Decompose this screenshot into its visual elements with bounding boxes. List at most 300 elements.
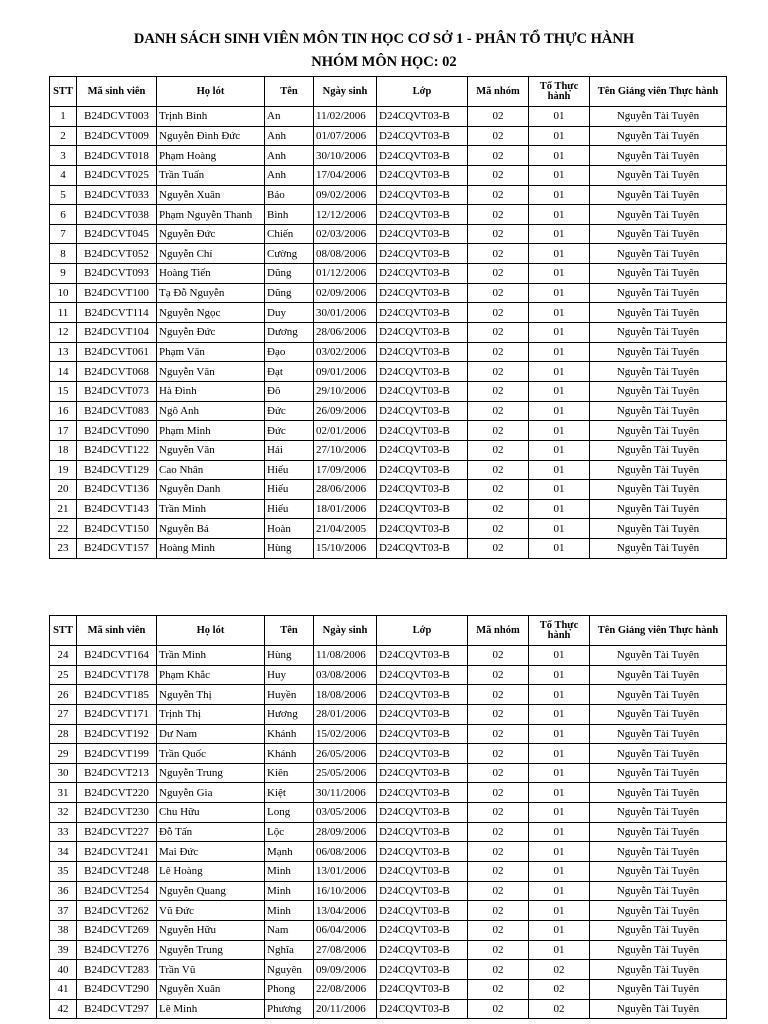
class-cell: D24CQVT03-B [377,803,468,823]
group-code-cell: 02 [468,264,529,284]
header-first-name: Tên [265,616,314,646]
table-row [50,283,727,303]
student-id-cell: B24DCVT068 [77,362,157,382]
instructor-cell: Nguyễn Tài Tuyên [590,401,727,421]
birth-date-cell: 12/12/2006 [314,205,377,225]
table-row [50,205,727,225]
stt-cell: 22 [50,519,77,539]
birth-date-cell: 22/08/2006 [314,979,377,999]
practice-team-cell: 01 [529,264,590,284]
class-cell: D24CQVT03-B [377,126,468,146]
practice-team-cell: 01 [529,783,590,803]
group-code-cell: 02 [468,440,529,460]
table-row [50,920,727,940]
stt-cell: 40 [50,960,77,980]
group-code-cell: 02 [468,685,529,705]
group-code-cell: 02 [468,205,529,225]
instructor-cell: Nguyễn Tài Tuyên [590,539,727,559]
last-middle-name-cell: Trần Tuấn [157,165,265,185]
first-name-cell: Nguyên [265,960,314,980]
table-row [50,499,727,519]
student-id-cell: B24DCVT073 [77,381,157,401]
table-row [50,401,727,421]
stt-cell: 14 [50,362,77,382]
first-name-cell: Cường [265,244,314,264]
group-code-cell: 02 [468,539,529,559]
class-cell: D24CQVT03-B [377,283,468,303]
instructor-cell: Nguyễn Tài Tuyên [590,283,727,303]
first-name-cell: Khánh [265,744,314,764]
instructor-cell: Nguyễn Tài Tuyên [590,744,727,764]
last-middle-name-cell: Nguyễn Thị [157,685,265,705]
instructor-cell: Nguyễn Tài Tuyên [590,107,727,127]
birth-date-cell: 03/05/2006 [314,803,377,823]
practice-team-cell: 01 [529,146,590,166]
stt-cell: 34 [50,842,77,862]
instructor-cell: Nguyễn Tài Tuyên [590,940,727,960]
last-middle-name-cell: Phạm Nguyễn Thanh [157,205,265,225]
practice-team-cell: 01 [529,185,590,205]
birth-date-cell: 15/02/2006 [314,724,377,744]
table-row [50,539,727,559]
class-cell: D24CQVT03-B [377,165,468,185]
last-middle-name-cell: Nguyễn Trung [157,763,265,783]
table-row [50,822,727,842]
table-row [50,862,727,882]
last-middle-name-cell: Chu Hữu [157,803,265,823]
class-cell: D24CQVT03-B [377,264,468,284]
first-name-cell: Khánh [265,724,314,744]
student-id-cell: B24DCVT061 [77,342,157,362]
class-cell: D24CQVT03-B [377,460,468,480]
header-birth-date: Ngày sinh [314,616,377,646]
class-cell: D24CQVT03-B [377,724,468,744]
last-middle-name-cell: Đỗ Tấn [157,822,265,842]
last-middle-name-cell: Nguyễn Văn [157,440,265,460]
instructor-cell: Nguyễn Tài Tuyên [590,803,727,823]
table-row [50,303,727,323]
header-instructor: Tên Giảng viên Thực hành [590,77,727,107]
instructor-cell: Nguyễn Tài Tuyên [590,323,727,343]
instructor-cell: Nguyễn Tài Tuyên [590,901,727,921]
stt-cell: 18 [50,440,77,460]
birth-date-cell: 28/06/2006 [314,480,377,500]
practice-team-cell: 01 [529,342,590,362]
table-row [50,665,727,685]
birth-date-cell: 15/10/2006 [314,539,377,559]
first-name-cell: Nam [265,920,314,940]
stt-cell: 21 [50,499,77,519]
last-middle-name-cell: Tạ Đỗ Nguyễn [157,283,265,303]
birth-date-cell: 30/10/2006 [314,146,377,166]
last-middle-name-cell: Nguyễn Đức [157,224,265,244]
last-middle-name-cell: Nguyễn Chí [157,244,265,264]
stt-cell: 28 [50,724,77,744]
first-name-cell: Đạt [265,362,314,382]
stt-cell: 2 [50,126,77,146]
group-code-cell: 02 [468,822,529,842]
table-row [50,165,727,185]
student-id-cell: B24DCVT100 [77,283,157,303]
practice-team-cell: 01 [529,499,590,519]
practice-team-cell: 01 [529,165,590,185]
stt-cell: 12 [50,323,77,343]
first-name-cell: Dũng [265,264,314,284]
header-practice-team: Tổ Thực hành [529,77,590,107]
table-row [50,940,727,960]
group-code-cell: 02 [468,323,529,343]
last-middle-name-cell: Nguyễn Quang [157,881,265,901]
student-id-cell: B24DCVT220 [77,783,157,803]
instructor-cell: Nguyễn Tài Tuyên [590,881,727,901]
practice-team-cell: 01 [529,440,590,460]
instructor-cell: Nguyễn Tài Tuyên [590,224,727,244]
class-cell: D24CQVT03-B [377,519,468,539]
first-name-cell: Hoàn [265,519,314,539]
header-last-middle-name: Họ lót [157,616,265,646]
group-code-cell: 02 [468,244,529,264]
group-code-cell: 02 [468,704,529,724]
stt-cell: 31 [50,783,77,803]
student-id-cell: B24DCVT254 [77,881,157,901]
stt-cell: 15 [50,381,77,401]
instructor-cell: Nguyễn Tài Tuyên [590,842,727,862]
class-cell: D24CQVT03-B [377,381,468,401]
group-code-cell: 02 [468,862,529,882]
group-code-cell: 02 [468,185,529,205]
stt-cell: 39 [50,940,77,960]
stt-cell: 19 [50,460,77,480]
last-middle-name-cell: Nguyễn Gia [157,783,265,803]
group-code-cell: 02 [468,303,529,323]
header-stt: STT [50,616,77,646]
last-middle-name-cell: Trịnh Thị [157,704,265,724]
table-row [50,803,727,823]
stt-cell: 16 [50,401,77,421]
first-name-cell: Minh [265,901,314,921]
group-code-cell: 02 [468,381,529,401]
header-student-id: Mã sinh viên [77,77,157,107]
practice-team-cell: 01 [529,303,590,323]
first-name-cell: Bảo [265,185,314,205]
group-code-cell: 02 [468,920,529,940]
practice-team-cell: 01 [529,519,590,539]
student-table-1 [49,76,727,559]
instructor-cell: Nguyễn Tài Tuyên [590,342,727,362]
last-middle-name-cell: Nguyễn Đức [157,323,265,343]
first-name-cell: Đức [265,401,314,421]
birth-date-cell: 29/10/2006 [314,381,377,401]
group-code-cell: 02 [468,901,529,921]
table-row [50,960,727,980]
last-middle-name-cell: Phạm Hoàng [157,146,265,166]
last-middle-name-cell: Phạm Minh [157,421,265,441]
document-title: DANH SÁCH SINH VIÊN MÔN TIN HỌC CƠ SỞ 1 - PHÂN TỔ THỰC HÀNH [133,31,635,47]
first-name-cell: Hiếu [265,460,314,480]
stt-cell: 35 [50,862,77,882]
practice-team-cell: 01 [529,901,590,921]
birth-date-cell: 13/04/2006 [314,901,377,921]
student-table-2 [49,615,727,1019]
table-row [50,744,727,764]
group-code-cell: 02 [468,646,529,666]
birth-date-cell: 28/09/2006 [314,822,377,842]
student-id-cell: B24DCVT276 [77,940,157,960]
instructor-cell: Nguyễn Tài Tuyên [590,460,727,480]
instructor-cell: Nguyễn Tài Tuyên [590,665,727,685]
class-cell: D24CQVT03-B [377,901,468,921]
class-cell: D24CQVT03-B [377,960,468,980]
class-cell: D24CQVT03-B [377,303,468,323]
last-middle-name-cell: Nguyễn Danh [157,480,265,500]
table-row [50,421,727,441]
group-code-cell: 02 [468,999,529,1019]
birth-date-cell: 17/04/2006 [314,165,377,185]
group-code-cell: 02 [468,744,529,764]
group-code-cell: 02 [468,283,529,303]
last-middle-name-cell: Nguyễn Xuân [157,979,265,999]
last-middle-name-cell: Trịnh Bình [157,107,265,127]
student-id-cell: B24DCVT227 [77,822,157,842]
first-name-cell: Đạo [265,342,314,362]
first-name-cell: Hùng [265,539,314,559]
first-name-cell: Đô [265,381,314,401]
class-cell: D24CQVT03-B [377,920,468,940]
group-code-cell: 02 [468,665,529,685]
first-name-cell: Đức [265,421,314,441]
class-cell: D24CQVT03-B [377,146,468,166]
practice-team-cell: 01 [529,244,590,264]
first-name-cell: Huyền [265,685,314,705]
class-cell: D24CQVT03-B [377,205,468,225]
table-body [50,646,727,1019]
header-first-name: Tên [265,77,314,107]
student-id-cell: B24DCVT269 [77,920,157,940]
first-name-cell: Chiến [265,224,314,244]
group-code-cell: 02 [468,979,529,999]
first-name-cell: Dũng [265,283,314,303]
stt-cell: 38 [50,920,77,940]
stt-cell: 41 [50,979,77,999]
table-row [50,107,727,127]
instructor-cell: Nguyễn Tài Tuyên [590,979,727,999]
group-code-cell: 02 [468,421,529,441]
group-code-cell: 02 [468,881,529,901]
birth-date-cell: 28/06/2006 [314,323,377,343]
practice-team-cell: 01 [529,803,590,823]
student-id-cell: B24DCVT262 [77,901,157,921]
student-id-cell: B24DCVT143 [77,499,157,519]
stt-cell: 7 [50,224,77,244]
practice-team-cell: 01 [529,862,590,882]
birth-date-cell: 30/11/2006 [314,783,377,803]
class-cell: D24CQVT03-B [377,881,468,901]
practice-team-cell: 01 [529,685,590,705]
birth-date-cell: 09/01/2006 [314,362,377,382]
table-row [50,842,727,862]
last-middle-name-cell: Phạm Văn [157,342,265,362]
stt-cell: 30 [50,763,77,783]
student-id-cell: B24DCVT171 [77,704,157,724]
student-id-cell: B24DCVT213 [77,763,157,783]
table-row [50,999,727,1019]
birth-date-cell: 01/12/2006 [314,264,377,284]
birth-date-cell: 02/09/2006 [314,283,377,303]
practice-team-cell: 01 [529,460,590,480]
student-id-cell: B24DCVT083 [77,401,157,421]
instructor-cell: Nguyễn Tài Tuyên [590,205,727,225]
group-code-cell: 02 [468,519,529,539]
last-middle-name-cell: Mai Đức [157,842,265,862]
instructor-cell: Nguyễn Tài Tuyên [590,499,727,519]
first-name-cell: Hùng [265,646,314,666]
birth-date-cell: 08/08/2006 [314,244,377,264]
table-row [50,901,727,921]
stt-cell: 37 [50,901,77,921]
group-code-cell: 02 [468,460,529,480]
class-cell: D24CQVT03-B [377,342,468,362]
class-cell: D24CQVT03-B [377,646,468,666]
table-row [50,881,727,901]
first-name-cell: Kiên [265,763,314,783]
table-row [50,519,727,539]
practice-team-cell: 01 [529,107,590,127]
class-cell: D24CQVT03-B [377,421,468,441]
instructor-cell: Nguyễn Tài Tuyên [590,960,727,980]
stt-cell: 42 [50,999,77,1019]
last-middle-name-cell: Dư Nam [157,724,265,744]
last-middle-name-cell: Vũ Đức [157,901,265,921]
student-id-cell: B24DCVT136 [77,480,157,500]
header-practice-team: Tổ Thực hành [529,616,590,646]
class-cell: D24CQVT03-B [377,539,468,559]
student-id-cell: B24DCVT178 [77,665,157,685]
student-id-cell: B24DCVT052 [77,244,157,264]
header-class: Lớp [377,616,468,646]
last-middle-name-cell: Nguyễn Đình Đức [157,126,265,146]
stt-cell: 6 [50,205,77,225]
practice-team-cell: 01 [529,763,590,783]
group-code-cell: 02 [468,224,529,244]
birth-date-cell: 25/05/2006 [314,763,377,783]
student-id-cell: B24DCVT104 [77,323,157,343]
student-id-cell: B24DCVT283 [77,960,157,980]
birth-date-cell: 26/09/2006 [314,401,377,421]
group-code-cell: 02 [468,107,529,127]
birth-date-cell: 28/01/2006 [314,704,377,724]
table-body [50,107,727,559]
practice-team-cell: 01 [529,881,590,901]
first-name-cell: Hiếu [265,499,314,519]
birth-date-cell: 03/02/2006 [314,342,377,362]
first-name-cell: Hải [265,440,314,460]
group-code-cell: 02 [468,480,529,500]
practice-team-cell: 01 [529,842,590,862]
class-cell: D24CQVT03-B [377,244,468,264]
first-name-cell: Huy [265,665,314,685]
practice-team-cell: 01 [529,283,590,303]
table-row [50,979,727,999]
birth-date-cell: 11/08/2006 [314,646,377,666]
first-name-cell: Lộc [265,822,314,842]
table-header-row [50,616,727,646]
practice-team-cell: 01 [529,724,590,744]
stt-cell: 8 [50,244,77,264]
instructor-cell: Nguyễn Tài Tuyên [590,704,727,724]
table-row [50,646,727,666]
last-middle-name-cell: Lê Minh [157,999,265,1019]
table-row [50,480,727,500]
practice-team-cell: 01 [529,323,590,343]
practice-team-cell: 01 [529,381,590,401]
group-code-cell: 02 [468,499,529,519]
class-cell: D24CQVT03-B [377,362,468,382]
first-name-cell: Nghĩa [265,940,314,960]
stt-cell: 32 [50,803,77,823]
practice-team-cell: 01 [529,539,590,559]
practice-team-cell: 01 [529,822,590,842]
birth-date-cell: 11/02/2006 [314,107,377,127]
student-id-cell: B24DCVT033 [77,185,157,205]
group-code-cell: 02 [468,724,529,744]
stt-cell: 33 [50,822,77,842]
table-row [50,362,727,382]
group-code-cell: 02 [468,842,529,862]
last-middle-name-cell: Trần Minh [157,646,265,666]
header-birth-date: Ngày sinh [314,77,377,107]
instructor-cell: Nguyễn Tài Tuyên [590,126,727,146]
class-cell: D24CQVT03-B [377,842,468,862]
stt-cell: 5 [50,185,77,205]
class-cell: D24CQVT03-B [377,783,468,803]
birth-date-cell: 17/09/2006 [314,460,377,480]
birth-date-cell: 27/10/2006 [314,440,377,460]
table-row [50,323,727,343]
instructor-cell: Nguyễn Tài Tuyên [590,920,727,940]
header-group-code: Mã nhóm [468,616,529,646]
group-code-cell: 02 [468,342,529,362]
group-code-cell: 02 [468,146,529,166]
instructor-cell: Nguyễn Tài Tuyên [590,519,727,539]
birth-date-cell: 02/01/2006 [314,421,377,441]
student-id-cell: B24DCVT297 [77,999,157,1019]
header-class: Lớp [377,77,468,107]
first-name-cell: Bình [265,205,314,225]
practice-team-cell: 01 [529,646,590,666]
birth-date-cell: 02/03/2006 [314,224,377,244]
instructor-cell: Nguyễn Tài Tuyên [590,783,727,803]
first-name-cell: Duy [265,303,314,323]
student-id-cell: B24DCVT230 [77,803,157,823]
instructor-cell: Nguyễn Tài Tuyên [590,999,727,1019]
practice-team-cell: 01 [529,920,590,940]
stt-cell: 27 [50,704,77,724]
instructor-cell: Nguyễn Tài Tuyên [590,646,727,666]
student-id-cell: B24DCVT248 [77,862,157,882]
birth-date-cell: 18/08/2006 [314,685,377,705]
group-code-cell: 02 [468,803,529,823]
instructor-cell: Nguyễn Tài Tuyên [590,822,727,842]
class-cell: D24CQVT03-B [377,704,468,724]
student-id-cell: B24DCVT192 [77,724,157,744]
birth-date-cell: 13/01/2006 [314,862,377,882]
header-student-id: Mã sinh viên [77,616,157,646]
stt-cell: 10 [50,283,77,303]
header-instructor: Tên Giảng viên Thực hành [590,616,727,646]
stt-cell: 9 [50,264,77,284]
first-name-cell: Anh [265,126,314,146]
stt-cell: 11 [50,303,77,323]
